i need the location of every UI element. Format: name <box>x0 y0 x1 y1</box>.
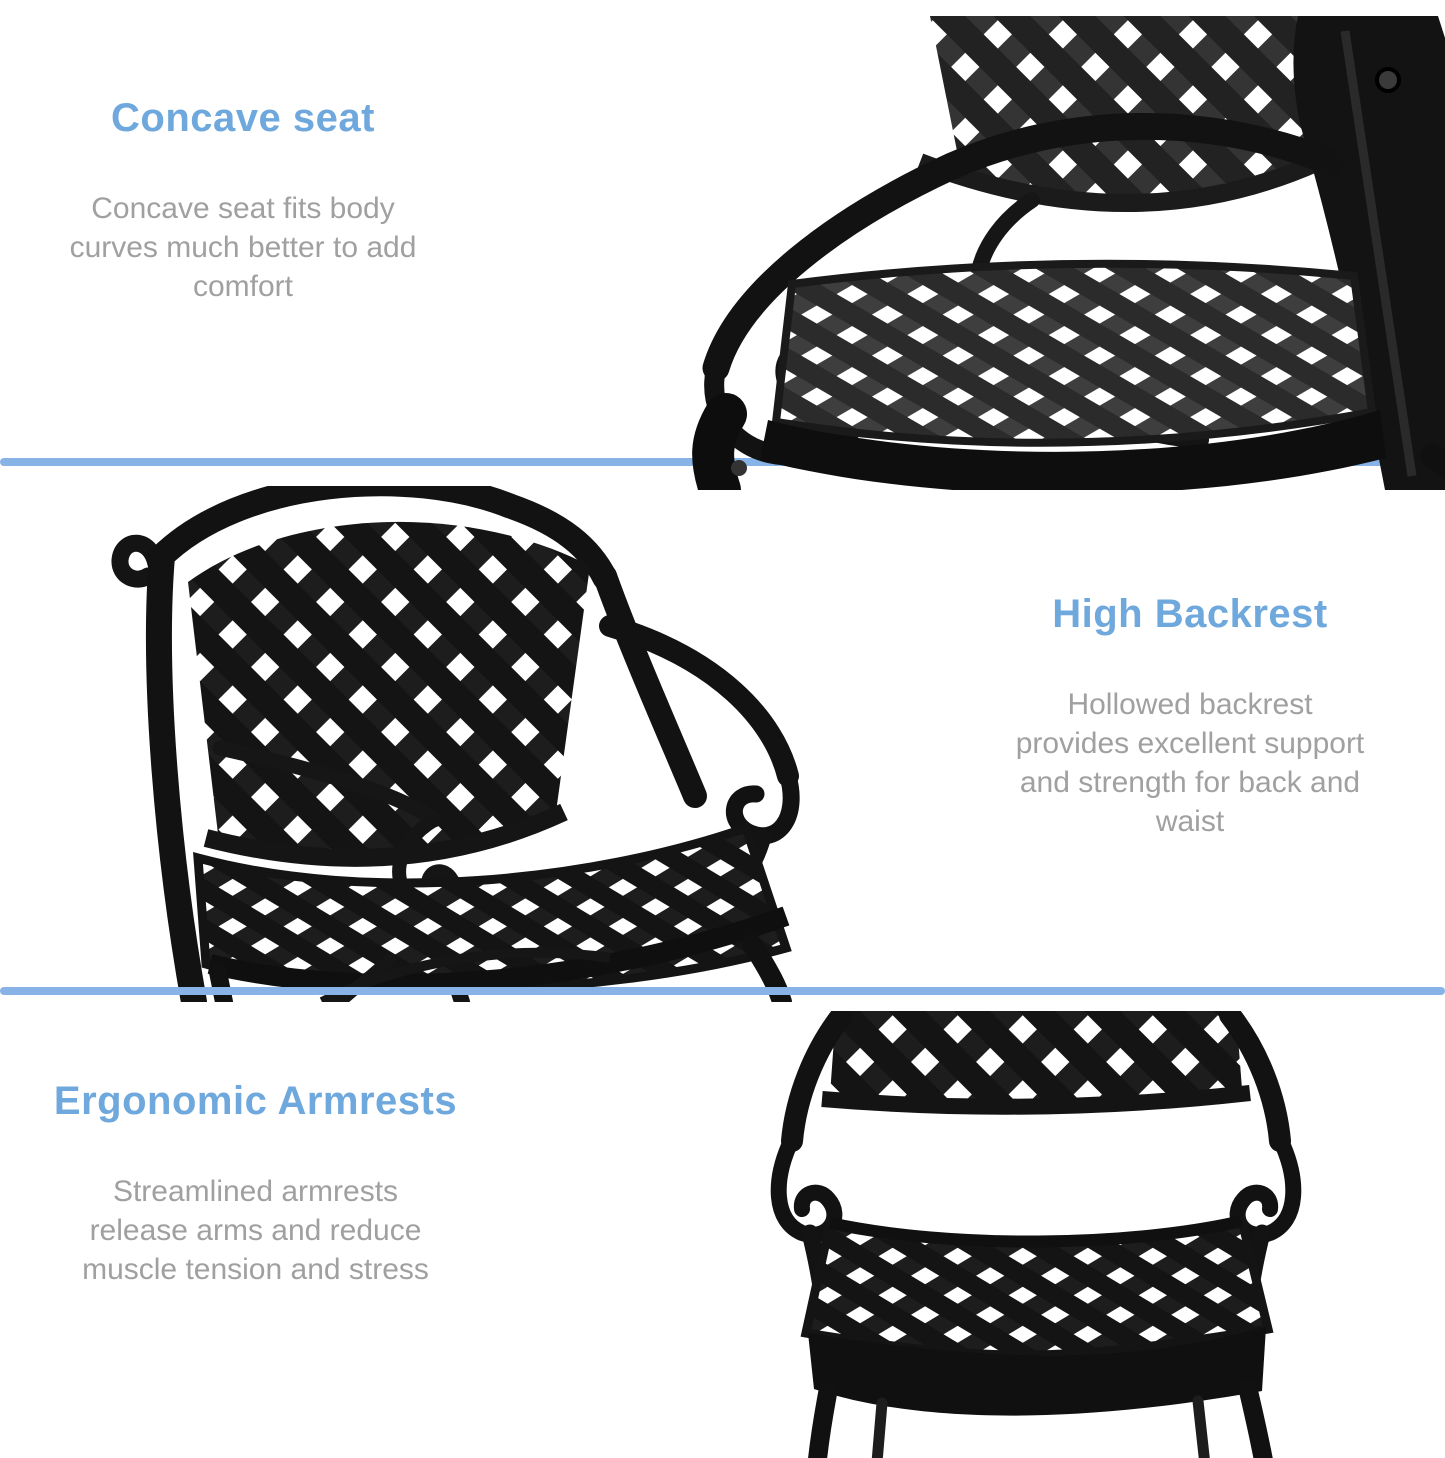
feature-heading-high-backrest: High Backrest <box>1052 592 1328 636</box>
description-line: release arms and reduce <box>89 1214 422 1247</box>
feature-description-high-backrest <box>955 685 1425 841</box>
feature-heading-concave-seat: Concave seat <box>111 96 375 140</box>
chair-backrest-photo <box>70 486 830 1002</box>
description-line: and strength for back and <box>1019 766 1361 799</box>
chair-armrests-photo <box>730 1011 1390 1458</box>
description-line: comfort <box>192 270 294 303</box>
feature-high-backrest <box>955 592 1425 841</box>
description-line: Concave seat fits body <box>91 192 395 225</box>
description-line: Hollowed backrest <box>1067 688 1313 721</box>
description-line: provides excellent support <box>1015 727 1365 760</box>
feature-concave-seat <box>18 96 468 306</box>
chair-seat-closeup-photo <box>640 16 1445 490</box>
chair-seat-closeup-illustration <box>640 16 1445 490</box>
chair-front-illustration <box>730 1011 1390 1458</box>
description-line: muscle tension and stress <box>82 1253 429 1286</box>
description-line: Streamlined armrests <box>112 1175 399 1208</box>
feature-description-concave-seat <box>18 189 468 306</box>
feature-heading-ergonomic-armrests: Ergonomic Armrests <box>53 1079 458 1123</box>
feature-description-ergonomic-armrests <box>18 1172 493 1289</box>
chair-backrest-illustration <box>70 486 830 1002</box>
section-divider <box>0 987 1445 995</box>
description-line: curves much better to add <box>69 231 417 264</box>
description-line: waist <box>1155 805 1225 838</box>
feature-ergonomic-armrests <box>18 1079 493 1289</box>
